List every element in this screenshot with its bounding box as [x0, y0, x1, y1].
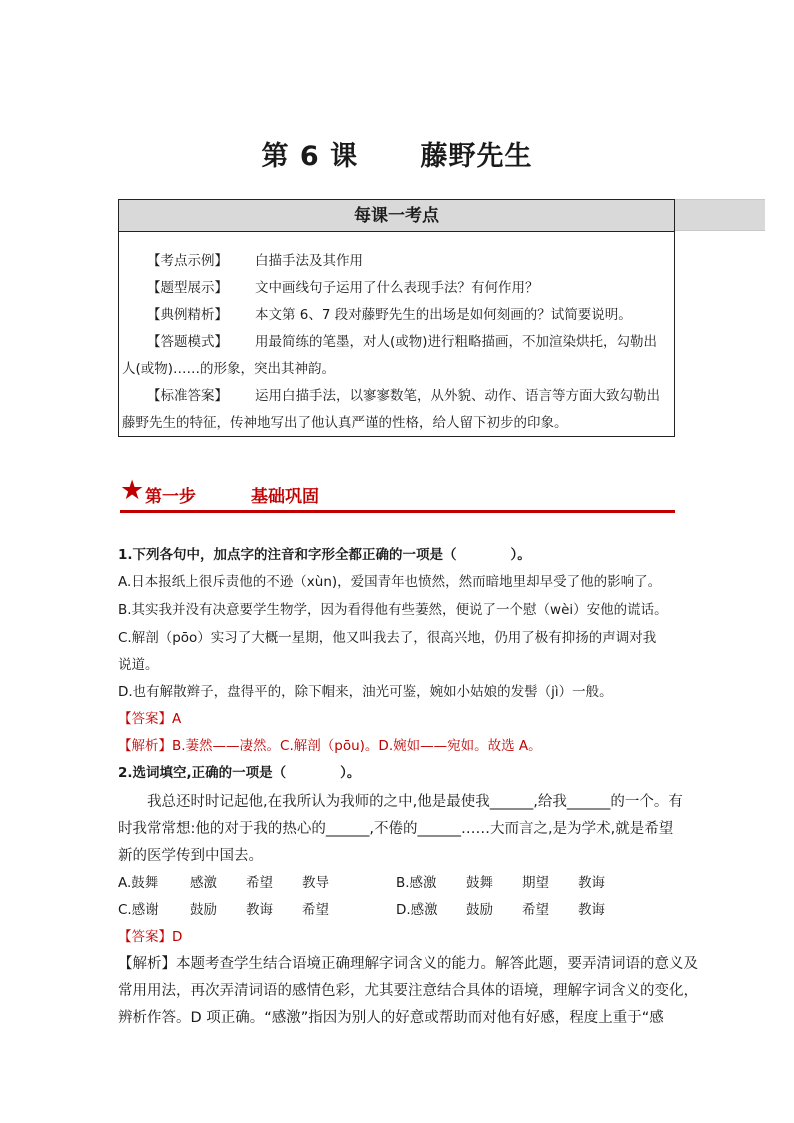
row-value: 本文第 6、7 段对藤野先生的出场是如何刻画的？试简要说明。 [255, 307, 632, 323]
section-name: 基础巩固 [251, 487, 319, 507]
row-label: 【题型展示】 [147, 280, 228, 296]
row-continuation: 藤野先生的特征，传神地写出了他认真严谨的性格，给人留下初步的印象。 [122, 415, 568, 431]
row-value: 用最简练的笔墨，对人(或物)进行粗略描画，不加渲染烘托，勾勒出 [255, 334, 658, 350]
question-2: 2.选词填空,正确的一项是（ ）。 [118, 765, 361, 781]
q2-analysis-line-3: 辨析作答。D 项正确。“感激”指因为别人的好意或帮助而对他有好感，程度上重于“感 [118, 1010, 664, 1026]
q1-option-c-cont: 说道。 [118, 657, 159, 673]
option-word: D.感激 [396, 902, 438, 918]
option-word: C.感谢 [118, 902, 159, 918]
q2-analysis-line-1: 【解析】本题考查学生结合语境正确理解字词含义的能力。解答此题，要弄清词语的意义及 [118, 956, 698, 972]
q2-answer: 【答案】D [118, 929, 183, 945]
option-word: 教诲 [578, 902, 605, 918]
q2-passage-line-2: 时我常常想:他的对于我的热心的______,不倦的______……大而言之,是为学术,就是希望 [118, 821, 674, 837]
option-word: 教诲 [246, 902, 273, 918]
q1-option-b: B.其实我并没有决意要学生物学，因为看得他有些萋然，便说了一个慰（wèi）安他的谎话。 [118, 602, 668, 618]
q2-passage-line-1: 我总还时时记起他,在我所认为我师的之中,他是最使我______,给我______的一个。有 [147, 794, 683, 810]
row-label: 【典例精析】 [147, 307, 228, 323]
option-word: 鼓励 [466, 902, 493, 918]
q2-analysis-line-2: 常用用法，再次弄清词语的感情色彩，尤其要注意结合具体的语境，理解字词含义的变化， [118, 983, 698, 999]
lesson-title: 第 6 课 藤野先生 [261, 141, 533, 172]
row-label: 【标准答案】 [147, 388, 228, 404]
star-icon: ★ [120, 475, 145, 506]
section-step: 第一步 [145, 487, 196, 507]
q1-option-c: C.解剖（pōo）实习了大概一星期，他又叫我去了，很高兴地，仍用了极有抑扬的声调对我 [118, 630, 657, 646]
q2-passage-line-3: 新的医学传到中国去。 [118, 848, 263, 864]
option-word: 期望 [522, 875, 549, 891]
q1-option-d: D.也有解散辫子，盘得平的，除下帽来，油光可鉴，婉如小姑娘的发髻（jì）一般。 [118, 684, 613, 700]
header-band-extension [675, 199, 765, 231]
option-word: 鼓励 [190, 902, 217, 918]
section-heading [120, 475, 675, 513]
kaodian-header: 每课一考点 [119, 200, 674, 232]
kaodian-box [118, 199, 675, 437]
row-label: 【答题模式】 [147, 334, 228, 350]
row-value: 文中画线句子运用了什么表现手法？有何作用？ [255, 280, 539, 296]
option-word: B.感激 [396, 875, 437, 891]
row-continuation: 人(或物)……的形象，突出其神韵。 [122, 361, 336, 377]
question-1: 1.下列各句中，加点字的注音和字形全都正确的一项是（ ）。 [118, 547, 531, 563]
option-word: 鼓舞 [466, 875, 493, 891]
q1-answer: 【答案】A [118, 711, 182, 727]
option-word: 希望 [302, 902, 329, 918]
row-value: 运用白描手法，以寥寥数笔，从外貌、动作、语言等方面大致勾勒出 [255, 388, 660, 404]
option-word: 希望 [246, 875, 273, 891]
option-word: 教导 [302, 875, 329, 891]
option-word: 教诲 [578, 875, 605, 891]
option-word: 希望 [522, 902, 549, 918]
q1-analysis: 【解析】B.萋然——凄然。C.解剖（pōu)。D.婉如——宛如。故选 A。 [118, 738, 542, 754]
row-value: 白描手法及其作用 [255, 253, 363, 269]
row-label: 【考点示例】 [147, 253, 228, 269]
option-word: 感激 [190, 875, 217, 891]
q1-option-a: A.日本报纸上很斥责他的不逊（xùn)，爱国青年也愤然，然而暗地里却早受了他的影响了。 [118, 574, 662, 590]
option-word: A.鼓舞 [118, 875, 159, 891]
